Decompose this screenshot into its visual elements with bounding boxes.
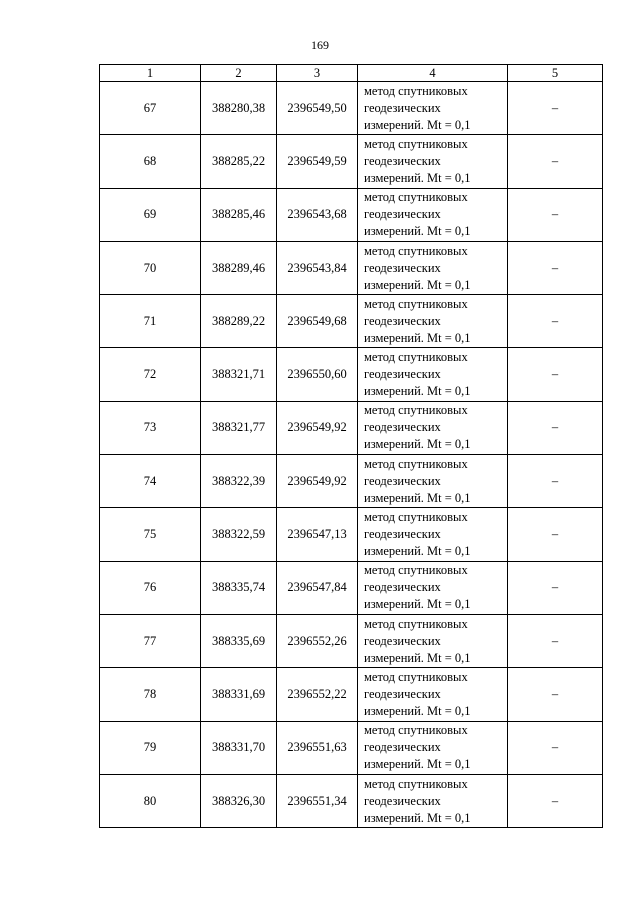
method-line-1: метод спутниковых bbox=[364, 190, 468, 205]
x-coordinate-cell: 388322,59 bbox=[201, 508, 277, 561]
x-coordinate-cell: 388322,39 bbox=[201, 455, 277, 508]
column-header-1: 1 bbox=[100, 65, 201, 82]
point-number-cell: 77 bbox=[100, 614, 201, 667]
y-coordinate-cell: 2396551,34 bbox=[277, 774, 358, 827]
method-line-1: метод спутниковых bbox=[364, 456, 468, 471]
x-coordinate-cell: 388326,30 bbox=[201, 774, 277, 827]
method-cell bbox=[358, 241, 508, 294]
table-row bbox=[100, 188, 603, 241]
method-line-2: геодезических bbox=[364, 580, 441, 595]
y-coordinate-cell: 2396552,22 bbox=[277, 668, 358, 721]
table-row bbox=[100, 614, 603, 667]
table-row bbox=[100, 561, 603, 614]
page-number: 169 bbox=[311, 38, 329, 52]
note-cell: – bbox=[508, 82, 603, 135]
note-cell: – bbox=[508, 135, 603, 188]
method-line-2: геодезических bbox=[364, 740, 441, 755]
table-header-row bbox=[100, 65, 603, 82]
method-line-3: измерений. Mt = 0,1 bbox=[364, 703, 471, 718]
method-line-1: метод спутниковых bbox=[364, 776, 468, 791]
point-number-cell: 67 bbox=[100, 82, 201, 135]
table-row bbox=[100, 348, 603, 401]
column-header-2: 2 bbox=[201, 65, 277, 82]
method-line-3: измерений. Mt = 0,1 bbox=[364, 597, 471, 612]
note-cell: – bbox=[508, 721, 603, 774]
column-header-4: 4 bbox=[358, 65, 508, 82]
point-number-cell: 79 bbox=[100, 721, 201, 774]
method-line-3: измерений. Mt = 0,1 bbox=[364, 384, 471, 399]
note-cell: – bbox=[508, 561, 603, 614]
table-row bbox=[100, 241, 603, 294]
method-line-2: геодезических bbox=[364, 313, 441, 328]
method-line-1: метод спутниковых bbox=[364, 83, 468, 98]
table-row bbox=[100, 668, 603, 721]
method-line-2: геодезических bbox=[364, 260, 441, 275]
method-line-2: геодезических bbox=[364, 473, 441, 488]
method-line-1: метод спутниковых bbox=[364, 403, 468, 418]
method-line-1: метод спутниковых bbox=[364, 296, 468, 311]
method-line-2: геодезических bbox=[364, 100, 441, 115]
note-cell: – bbox=[508, 614, 603, 667]
method-line-3: измерений. Mt = 0,1 bbox=[364, 810, 471, 825]
column-header-5: 5 bbox=[508, 65, 603, 82]
note-cell: – bbox=[508, 188, 603, 241]
method-line-3: измерений. Mt = 0,1 bbox=[364, 117, 471, 132]
column-header-3: 3 bbox=[277, 65, 358, 82]
point-number-cell: 69 bbox=[100, 188, 201, 241]
table-row bbox=[100, 401, 603, 454]
x-coordinate-cell: 388289,46 bbox=[201, 241, 277, 294]
point-number-cell: 74 bbox=[100, 455, 201, 508]
table-body bbox=[100, 82, 603, 828]
method-cell bbox=[358, 614, 508, 667]
method-line-3: измерений. Mt = 0,1 bbox=[364, 757, 471, 772]
y-coordinate-cell: 2396551,63 bbox=[277, 721, 358, 774]
method-cell bbox=[358, 348, 508, 401]
method-cell bbox=[358, 188, 508, 241]
point-number-cell: 73 bbox=[100, 401, 201, 454]
method-line-3: измерений. Mt = 0,1 bbox=[364, 277, 471, 292]
table-row bbox=[100, 295, 603, 348]
y-coordinate-cell: 2396550,60 bbox=[277, 348, 358, 401]
method-line-2: геодезических bbox=[364, 367, 441, 382]
note-cell: – bbox=[508, 774, 603, 827]
y-coordinate-cell: 2396549,92 bbox=[277, 455, 358, 508]
x-coordinate-cell: 388335,74 bbox=[201, 561, 277, 614]
method-line-1: метод спутниковых bbox=[364, 350, 468, 365]
x-coordinate-cell: 388331,70 bbox=[201, 721, 277, 774]
table-row bbox=[100, 135, 603, 188]
table-row bbox=[100, 721, 603, 774]
y-coordinate-cell: 2396549,59 bbox=[277, 135, 358, 188]
point-number-cell: 78 bbox=[100, 668, 201, 721]
point-number-cell: 75 bbox=[100, 508, 201, 561]
method-line-2: геодезических bbox=[364, 153, 441, 168]
y-coordinate-cell: 2396552,26 bbox=[277, 614, 358, 667]
method-cell bbox=[358, 295, 508, 348]
method-cell bbox=[358, 561, 508, 614]
x-coordinate-cell: 388331,69 bbox=[201, 668, 277, 721]
method-line-1: метод спутниковых bbox=[364, 563, 468, 578]
y-coordinate-cell: 2396549,68 bbox=[277, 295, 358, 348]
method-cell bbox=[358, 401, 508, 454]
y-coordinate-cell: 2396549,92 bbox=[277, 401, 358, 454]
point-number-cell: 70 bbox=[100, 241, 201, 294]
y-coordinate-cell: 2396543,68 bbox=[277, 188, 358, 241]
table-row bbox=[100, 774, 603, 827]
point-number-cell: 71 bbox=[100, 295, 201, 348]
method-line-1: метод спутниковых bbox=[364, 136, 468, 151]
method-cell bbox=[358, 455, 508, 508]
table-row bbox=[100, 82, 603, 135]
x-coordinate-cell: 388321,71 bbox=[201, 348, 277, 401]
method-cell bbox=[358, 508, 508, 561]
method-cell bbox=[358, 135, 508, 188]
method-line-3: измерений. Mt = 0,1 bbox=[364, 437, 471, 452]
method-line-1: метод спутниковых bbox=[364, 669, 468, 684]
x-coordinate-cell: 388280,38 bbox=[201, 82, 277, 135]
note-cell: – bbox=[508, 668, 603, 721]
method-line-2: геодезических bbox=[364, 420, 441, 435]
y-coordinate-cell: 2396547,13 bbox=[277, 508, 358, 561]
x-coordinate-cell: 388335,69 bbox=[201, 614, 277, 667]
method-line-3: измерений. Mt = 0,1 bbox=[364, 224, 471, 239]
method-cell bbox=[358, 774, 508, 827]
x-coordinate-cell: 388289,22 bbox=[201, 295, 277, 348]
x-coordinate-cell: 388285,22 bbox=[201, 135, 277, 188]
method-line-2: геодезических bbox=[364, 527, 441, 542]
y-coordinate-cell: 2396543,84 bbox=[277, 241, 358, 294]
note-cell: – bbox=[508, 295, 603, 348]
method-line-3: измерений. Mt = 0,1 bbox=[364, 650, 471, 665]
method-line-2: геодезических bbox=[364, 686, 441, 701]
table-row bbox=[100, 455, 603, 508]
note-cell: – bbox=[508, 241, 603, 294]
method-line-3: измерений. Mt = 0,1 bbox=[364, 330, 471, 345]
method-cell bbox=[358, 668, 508, 721]
x-coordinate-cell: 388285,46 bbox=[201, 188, 277, 241]
point-number-cell: 80 bbox=[100, 774, 201, 827]
point-number-cell: 72 bbox=[100, 348, 201, 401]
method-cell bbox=[358, 721, 508, 774]
note-cell: – bbox=[508, 508, 603, 561]
method-line-2: геодезических bbox=[364, 793, 441, 808]
point-number-cell: 68 bbox=[100, 135, 201, 188]
method-line-1: метод спутниковых bbox=[364, 243, 468, 258]
note-cell: – bbox=[508, 455, 603, 508]
method-cell bbox=[358, 82, 508, 135]
note-cell: – bbox=[508, 401, 603, 454]
coordinates-table bbox=[99, 64, 603, 828]
method-line-1: метод спутниковых bbox=[364, 616, 468, 631]
method-line-1: метод спутниковых bbox=[364, 723, 468, 738]
method-line-2: геодезических bbox=[364, 207, 441, 222]
method-line-1: метод спутниковых bbox=[364, 510, 468, 525]
note-cell: – bbox=[508, 348, 603, 401]
method-line-2: геодезических bbox=[364, 633, 441, 648]
method-line-3: измерений. Mt = 0,1 bbox=[364, 544, 471, 559]
x-coordinate-cell: 388321,77 bbox=[201, 401, 277, 454]
y-coordinate-cell: 2396549,50 bbox=[277, 82, 358, 135]
point-number-cell: 76 bbox=[100, 561, 201, 614]
y-coordinate-cell: 2396547,84 bbox=[277, 561, 358, 614]
method-line-3: измерений. Mt = 0,1 bbox=[364, 170, 471, 185]
method-line-3: измерений. Mt = 0,1 bbox=[364, 490, 471, 505]
table-row bbox=[100, 508, 603, 561]
